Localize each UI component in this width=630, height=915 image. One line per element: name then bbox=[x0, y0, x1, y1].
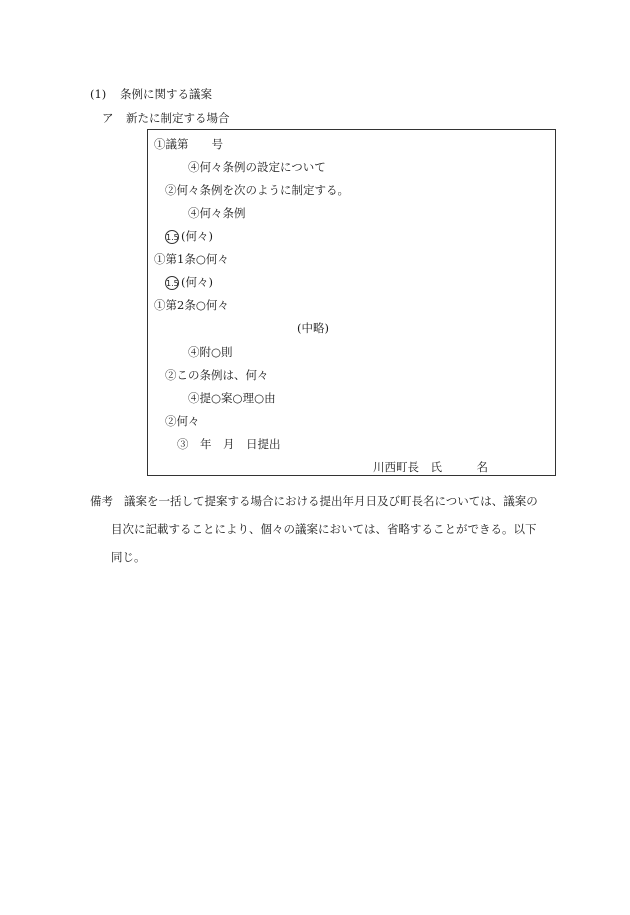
section-title: 条例に関する議案 bbox=[120, 87, 212, 101]
submitter-text: 川西町長 氏 名 bbox=[373, 460, 488, 474]
omission-text: (中略) bbox=[297, 321, 329, 335]
template-box bbox=[147, 129, 556, 476]
supplementary-text bbox=[165, 367, 269, 383]
spacing-mark-icon: 1.5 bbox=[165, 276, 179, 290]
reason-text bbox=[165, 413, 200, 429]
ordinance-title-text: ④何々条例 bbox=[188, 206, 246, 220]
subsection-number: ア bbox=[102, 111, 114, 125]
omission bbox=[297, 320, 329, 336]
spacing-mark-icon: 1.5 bbox=[165, 230, 179, 244]
bill-number-text: ①議第 号 bbox=[154, 137, 223, 151]
remarks-line: 同じ。 bbox=[111, 550, 146, 564]
article2-caption-text: (何々) bbox=[181, 275, 213, 289]
bill-subject-text: ④何々条例の設定について bbox=[188, 160, 326, 174]
article1 bbox=[154, 251, 229, 267]
remarks-label: 備考 bbox=[90, 494, 113, 508]
remarks-line: 目次に記載することにより、個々の議案においては、省略することができる。以下 bbox=[111, 522, 537, 536]
section-heading bbox=[90, 86, 212, 102]
supplementary-title bbox=[188, 344, 233, 360]
article2-caption bbox=[165, 274, 213, 290]
reason-text-text: ②何々 bbox=[165, 414, 200, 428]
enact-statement-text: ②何々条例を次のように制定する。 bbox=[165, 183, 349, 197]
article1-caption-text: (何々) bbox=[181, 229, 213, 243]
article1-caption bbox=[165, 228, 213, 244]
submission-date-text: ③ 年 月 日提出 bbox=[177, 437, 281, 451]
submission-date bbox=[177, 436, 281, 452]
section-number: (1) bbox=[90, 87, 107, 101]
article2-text: ①第2条○何々 bbox=[154, 298, 229, 312]
remarks-line: 議案を一括して提案する場合における提出年月日及び町長名については、議案の bbox=[124, 494, 538, 508]
reason-title-text: ④提○案○理○由 bbox=[188, 391, 276, 405]
ordinance-title bbox=[188, 205, 246, 221]
subsection-title: 新たに制定する場合 bbox=[126, 111, 230, 125]
reason-title bbox=[188, 390, 276, 406]
enact-statement bbox=[165, 182, 349, 198]
supplementary-title-text: ④附○則 bbox=[188, 345, 233, 359]
article1-text: ①第1条○何々 bbox=[154, 252, 229, 266]
supplementary-text-text: ②この条例は、何々 bbox=[165, 368, 269, 382]
subsection-heading bbox=[102, 110, 230, 126]
article2 bbox=[154, 297, 229, 313]
bill-number bbox=[154, 136, 223, 152]
bill-subject bbox=[188, 159, 326, 175]
submitter bbox=[373, 459, 488, 475]
